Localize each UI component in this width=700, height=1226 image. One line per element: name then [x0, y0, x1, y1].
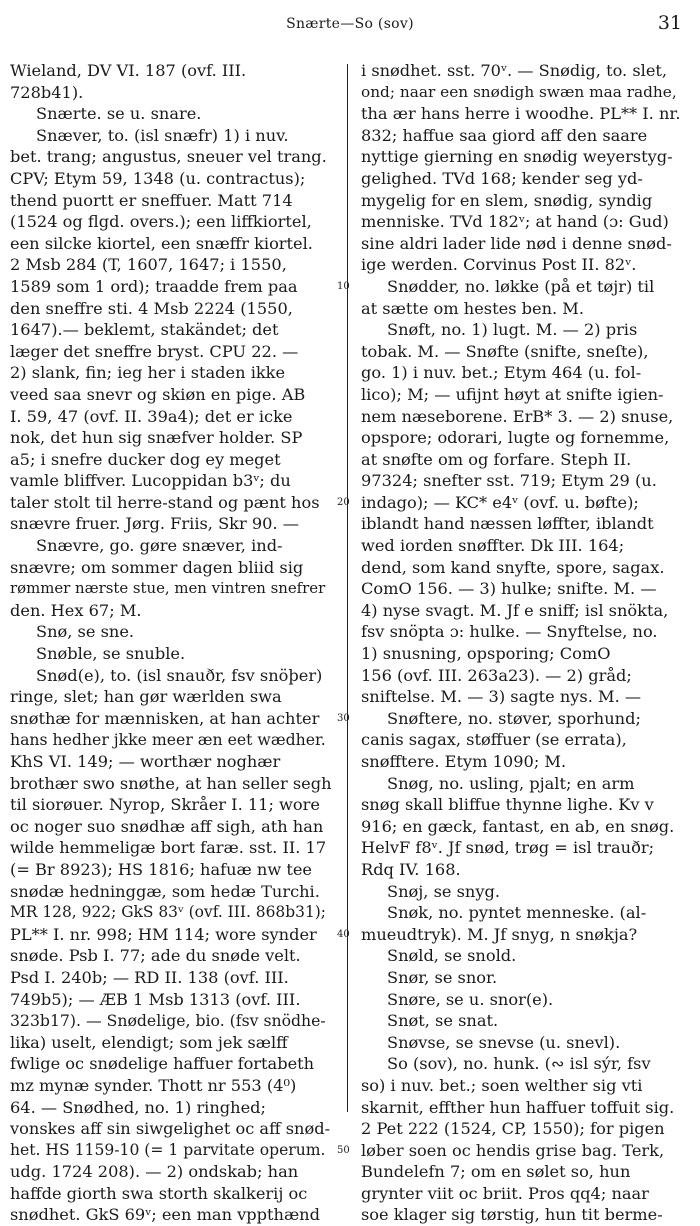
text-line: 323b17). — Snødelige, bio. (fsv snödhe-	[10, 1011, 326, 1031]
text-line: Snør, se snor.	[387, 967, 498, 987]
text-line: Snøg, no. usling, pjalt; en arm	[387, 773, 635, 793]
text-line: til siorøuer. Nyrop, Skråer I. 11; wore	[10, 795, 320, 815]
text-line: snøg skall bliffue thynne lighe. Kv v	[361, 795, 654, 815]
text-line: grynter viit oc briit. Pros qq4; naar	[361, 1183, 649, 1203]
text-line: 2 Pet 222 (1524, CP, 1550); for pigen	[361, 1119, 665, 1139]
right-column	[361, 60, 683, 1226]
text-line: udg. 1724 208). — 2) ondskab; han	[10, 1162, 299, 1182]
text-line: hans hedher jkke meer æn eet wædher.	[10, 730, 326, 750]
text-line: Snøble, se snuble.	[36, 644, 186, 664]
column-divider	[347, 64, 348, 1112]
text-line: snødhet. GkS 69ᵛ; een man vppthænd	[10, 1205, 320, 1225]
line-number: 10	[337, 281, 350, 292]
text-line: ringe, slet; han gør wærlden swa	[10, 687, 282, 707]
line-number: 50	[337, 1145, 350, 1156]
text-line: nok, det hun sig snæfver holder. SP	[10, 428, 303, 448]
page-header	[0, 10, 700, 40]
text-line: snævre; om sommer dagen bliid sig	[10, 557, 304, 577]
text-line: sine aldri lader lide nød i denne snød-	[361, 233, 672, 253]
text-line: lika) uselt, elendigt; som jek sælff	[10, 1032, 288, 1052]
text-line: lico); M; — ufijnt høyt at snifte igien-	[361, 384, 664, 404]
text-line: iblandt hand næssen løffter, iblandt	[361, 514, 654, 534]
text-line: ige werden. Corvinus Post II. 82ᵛ.	[361, 255, 637, 275]
text-line: een silcke kiortel, een snæffr kiortel.	[10, 233, 313, 253]
text-line: Snøft, no. 1) lugt. M. — 2) pris	[387, 320, 638, 340]
text-line: Psd I. 240b; — RD II. 138 (ovf. III.	[10, 967, 289, 987]
text-line: Snærte. se u. snare.	[36, 104, 202, 124]
text-line: Snøftere, no. støver, sporhund;	[387, 708, 641, 728]
text-line: I. 59, 47 (ovf. II. 39a4); det er icke	[10, 406, 293, 426]
text-line: het. HS 1159-10 (= 1 parvitate operum.	[10, 1140, 326, 1159]
text-line: go. 1) i nuv. bet.; Etym 464 (u. fol-	[361, 363, 642, 383]
text-line: bet. trang; angustus, sneuer vel trang.	[10, 147, 327, 167]
text-line: Snødder, no. løkke (på et tøjr) til	[387, 276, 655, 296]
text-line: taler stolt til herre-stand og pænt hos	[10, 492, 320, 512]
text-line: KhS VI. 149; — worthær noghær	[10, 752, 281, 771]
text-line: mz mynæ synder. Thott nr 553 (4⁰)	[10, 1075, 297, 1095]
text-line: snøde. Psb I. 77; ade du snøde velt.	[10, 946, 301, 966]
text-line: MR 128, 922; GkS 83ᵛ (ovf. III. 868b31);	[10, 903, 327, 922]
text-line: nem næseborene. ErB* 3. — 2) snuse,	[361, 406, 674, 426]
text-line: at snøfte om og forfare. Steph II.	[361, 449, 632, 469]
text-line: vonskes aff sin siwgelighet oc aff snød-	[10, 1119, 331, 1139]
text-line: dend, som kand snyfte, spore, sagax.	[361, 557, 665, 577]
text-line: PL** I. nr. 998; HM 114; wore synder	[10, 924, 317, 944]
text-line: thend puortt er sneffuer. Matt 714	[10, 190, 293, 210]
text-line: nyttige gierning en snødig weyerstyg-	[361, 147, 673, 167]
text-line: CPV; Etym 59, 1348 (u. contractus);	[10, 168, 306, 188]
text-line: Snøk, no. pyntet menneske. (al-	[387, 903, 647, 923]
text-line: canis sagax, støffuer (se errata),	[361, 730, 627, 750]
line-number: 30	[337, 713, 350, 724]
text-line: den. Hex 67; M.	[10, 600, 142, 620]
left-column	[10, 60, 332, 1226]
text-line: Snøt, se snat.	[387, 1011, 499, 1031]
text-line: 97324; snefter sst. 719; Etym 29 (u.	[361, 471, 657, 491]
text-line: at sætte om hestes ben. M.	[361, 298, 585, 318]
page-number: 31	[657, 12, 682, 34]
text-line: Rdq IV. 168.	[361, 859, 461, 879]
text-line: Wieland, DV VI. 187 (ovf. III.	[10, 61, 247, 80]
line-number: 40	[337, 929, 350, 940]
text-line: a5; i snefre ducker dog ey meget	[10, 449, 281, 469]
text-line: mygelig for en slem, snødig, syndig	[361, 190, 653, 210]
text-line: Snøj, se snyg.	[387, 881, 500, 901]
text-line: Snød(e), to. (isl snauðr, fsv snöþer)	[36, 665, 323, 685]
text-line: Snøld, se snold.	[387, 946, 517, 966]
text-line: So (sov), no. hunk. (∾ isl sýr, fsv	[387, 1054, 651, 1074]
text-line: opspore; odorari, lugte og fornemme,	[361, 428, 670, 448]
text-line: Snø, se sne.	[36, 622, 135, 642]
text-line: 916; en gæck, fantast, en ab, en snøg.	[361, 816, 675, 836]
text-line: 749b5); — ÆB 1 Msb 1313 (ovf. III.	[10, 989, 301, 1009]
text-line: indago); — KC* e4ᵛ (ovf. u. bøfte);	[361, 492, 639, 512]
text-line: 2) slank, fin; ieg her i staden ikke	[10, 363, 286, 383]
text-line: (= Br 8923); HS 1816; hafuæ nw tee	[10, 859, 313, 879]
text-line: 1589 som 1 ord); traadde frem paa	[10, 276, 298, 296]
text-line: 4) nyse svagt. M. Jf e sniff; isl snökta,	[361, 600, 669, 620]
text-line: snødæ hedninggæ, som hedæ Turchi.	[10, 881, 320, 901]
text-line: læger det sneffre bryst. CPU 22. —	[10, 341, 299, 361]
text-line: soe klager sig tørstig, hun tit berme-	[361, 1205, 663, 1225]
text-line: snævre fruer. Jørg. Friis, Skr 90. —	[10, 514, 299, 534]
text-line: løber soen oc hendis grise bag. Terk,	[361, 1140, 665, 1160]
text-line: wilde hemmeligæ bort faræ. sst. II. 17	[10, 838, 327, 858]
text-line: vamle bliffver. Lucoppidan b3ᵛ; du	[10, 471, 291, 491]
text-line: (1524 og flgd. overs.); een liffkiortel,	[10, 212, 312, 232]
text-line: brothær swo snøthe, at han seller segh	[10, 773, 332, 793]
text-line: snøthæ for mænnisken, at han achter	[10, 708, 320, 728]
text-line: mueudtryk). M. Jf snyg, n snøkja?	[361, 924, 638, 944]
text-line: 832; haffue saa giord aff den saare	[361, 125, 648, 145]
text-line: snøfftere. Etym 1090; M.	[361, 752, 567, 771]
text-line: menniske. TVd 182ᵛ; at hand (ɔ: Gud)	[361, 212, 669, 232]
text-line: 1) snusning, opsporing; ComO	[361, 644, 611, 664]
text-line: HelvF f8ᵛ. Jf snød, trøg = isl trauðr;	[361, 838, 655, 858]
text-line: Bundelefn 7; om en sølet so, hun	[361, 1162, 631, 1182]
text-line: rømmer nærste stue, men vintren snefrer	[10, 579, 326, 598]
text-line: 728b41).	[10, 82, 84, 102]
text-line: ond; naar een snødigh swæn maa radhe,	[361, 82, 677, 101]
text-line: tobak. M. — Snøfte (snifte, sneſte),	[361, 341, 649, 361]
text-line: gelighed. TVd 168; kender seg yd-	[361, 168, 643, 188]
text-line: ComO 156. — 3) hulke; snifte. M. —	[361, 579, 657, 599]
text-line: tha ær hans herre i woodhe. PL** I. nr.	[361, 104, 681, 124]
text-line: skarnit, effther hun haffuer toffuit sig.	[361, 1097, 675, 1117]
text-line: veed saa snevr og skiøn en pige. AB	[10, 384, 306, 404]
line-number: 20	[337, 497, 350, 508]
text-line: 2 Msb 284 (T, 1607, 1647; i 1550,	[10, 255, 287, 275]
text-line: 156 (ovf. III. 263a23). — 2) gråd;	[361, 665, 632, 685]
text-line: 1647).— beklemt, stakändet; det	[10, 320, 279, 340]
running-head: Snærte—So (sov)	[286, 16, 414, 32]
text-line: fwlige oc snødelige haffuer fortabeth	[10, 1054, 315, 1074]
text-line: Snæver, to. (isl snæfr) 1) i nuv.	[36, 125, 289, 145]
text-line: haffde giorth swa storth skalkerij oc	[10, 1183, 308, 1203]
text-line: i snødhet. sst. 70ᵛ. — Snødig, to. slet,	[361, 61, 668, 80]
text-line: 64. — Snødhed, no. 1) ringhed;	[10, 1097, 266, 1117]
text-line: den sneffre sti. 4 Msb 2224 (1550,	[10, 298, 293, 318]
text-line: Snævre, go. gøre snæver, ind-	[36, 536, 283, 556]
text-line: sniftelse. M. — 3) sagte nys. M. —	[361, 687, 642, 707]
text-line: Snøvse, se snevse (u. snevl).	[387, 1032, 621, 1052]
text-line: Snøre, se u. snor(e).	[387, 989, 554, 1009]
text-line: so) i nuv. bet.; soen welther sig vti	[361, 1075, 643, 1095]
text-line: oc noger suo snødhæ aff sigh, ath han	[10, 816, 324, 836]
text-line: wed iorden snøffter. Dk III. 164;	[361, 536, 625, 556]
text-line: fsv snöpta ɔ: hulke. — Snyftelse, no.	[361, 622, 658, 642]
